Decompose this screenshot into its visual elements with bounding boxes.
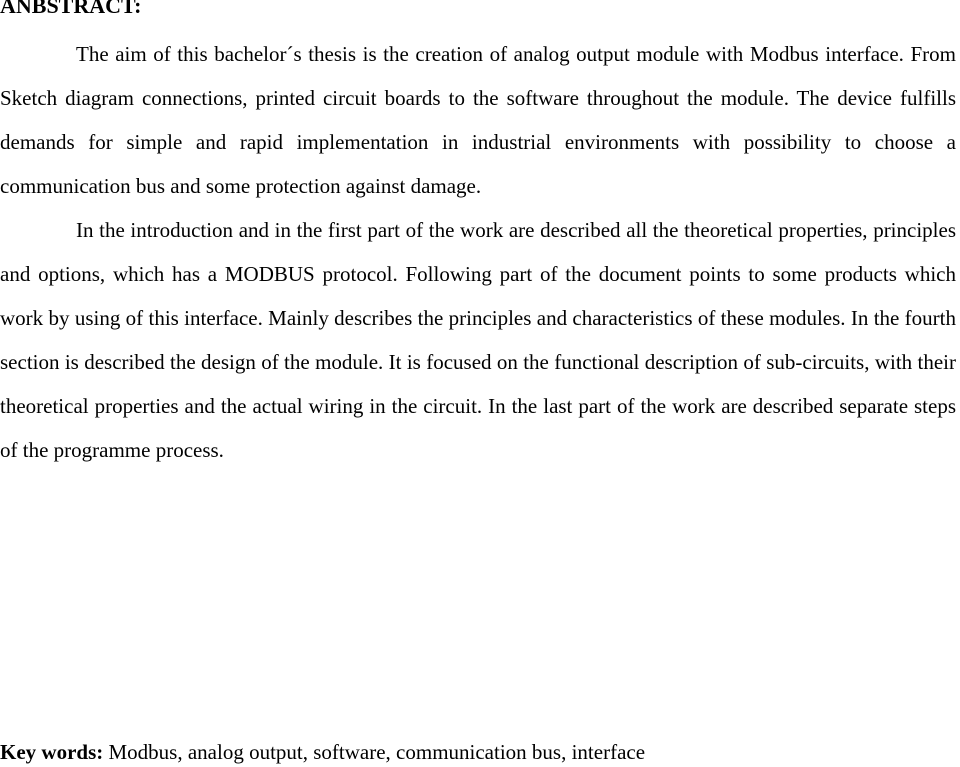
abstract-heading: ANBSTRACT: (0, 0, 142, 18)
keywords-line (0, 737, 645, 767)
abstract-paragraph-2: In the introduction and in the first part of the work are described all the theoretical properties, principles and options, which has a MODBUS protocol. Following part of the document points to some products which work by using of this interface. Mainly describes the principles and characteristics of these modules. In the fourth section is described the design of the module. It is focused on the functional description of sub-circuits, with their theoretical properties and the actual wiring in the circuit. In the last part of the work are described separate steps of the programme process. (0, 218, 956, 462)
keywords-value: Modbus, analog output, software, communication bus, interface (103, 740, 646, 764)
abstract-paragraph-1: The aim of this bachelor´s thesis is the creation of analog output module with Modbus interface. From Sketch diagram connections, printed circuit boards to the software throughout the module. The device fulfills demands for simple and rapid implementation in industrial environments with possibility to choose a communication bus and some protection against damage. (0, 42, 956, 198)
keywords-label: Key words: (0, 740, 104, 764)
abstract-body (0, 32, 956, 472)
